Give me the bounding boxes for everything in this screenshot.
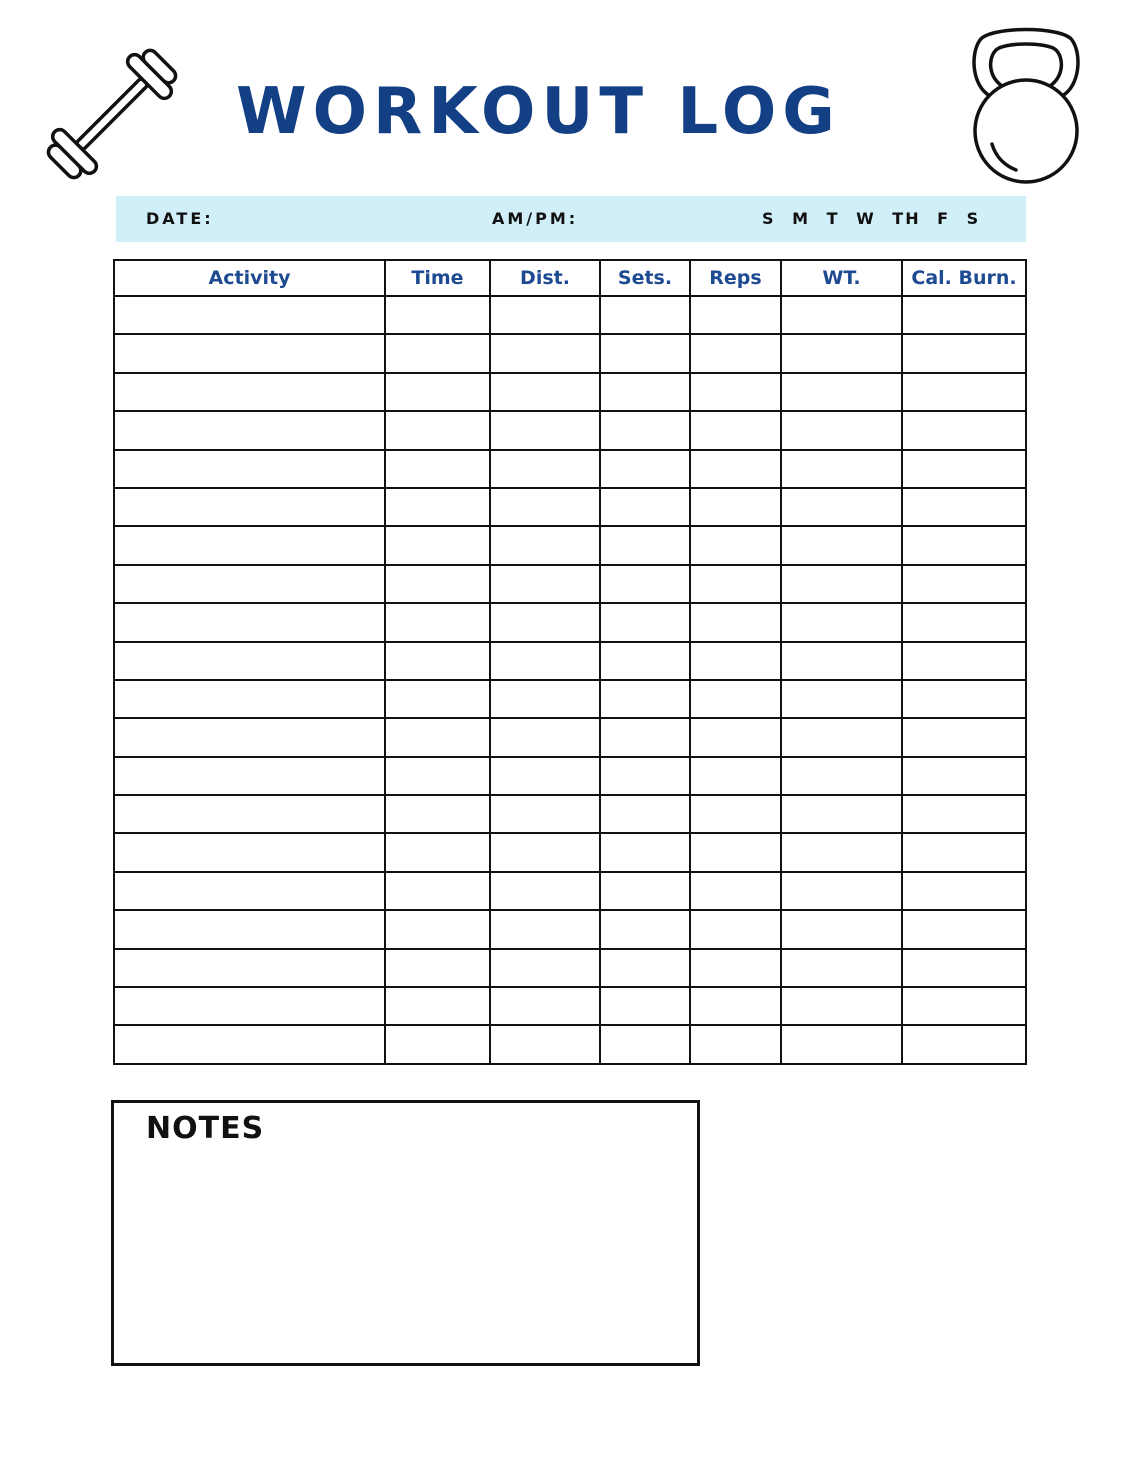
table-row (114, 680, 1026, 718)
table-cell[interactable] (490, 526, 600, 564)
column-header-calories-burned: Cal. Burn. (902, 260, 1026, 296)
notes-title: NOTES (146, 1111, 265, 1146)
table-cell[interactable] (902, 642, 1026, 680)
table-cell[interactable] (690, 334, 781, 372)
table-cell[interactable] (114, 757, 385, 795)
table-cell[interactable] (490, 872, 600, 910)
table-cell[interactable] (385, 718, 490, 756)
table-cell[interactable] (690, 565, 781, 603)
table-cell[interactable] (600, 642, 690, 680)
table-cell[interactable] (114, 1025, 385, 1063)
table-row (114, 1025, 1026, 1063)
table-cell[interactable] (114, 373, 385, 411)
table-cell[interactable] (114, 488, 385, 526)
table-row (114, 757, 1026, 795)
table-cell[interactable] (781, 987, 902, 1025)
table-header-row (114, 260, 1026, 296)
table-cell[interactable] (600, 987, 690, 1025)
table-cell[interactable] (114, 642, 385, 680)
table-cell[interactable] (902, 334, 1026, 372)
table-cell[interactable] (600, 910, 690, 948)
table-cell[interactable] (385, 411, 490, 449)
table-cell[interactable] (385, 872, 490, 910)
column-header-distance: Dist. (490, 260, 600, 296)
table-cell[interactable] (781, 450, 902, 488)
table-cell[interactable] (114, 565, 385, 603)
table-body (114, 296, 1026, 1064)
table-cell[interactable] (902, 680, 1026, 718)
table-cell[interactable] (385, 833, 490, 871)
table-cell[interactable] (690, 1025, 781, 1063)
table-cell[interactable] (600, 603, 690, 641)
table-cell[interactable] (690, 833, 781, 871)
table-cell[interactable] (690, 949, 781, 987)
table-cell[interactable] (902, 526, 1026, 564)
table-row (114, 872, 1026, 910)
table-cell[interactable] (902, 1025, 1026, 1063)
table-cell[interactable] (690, 526, 781, 564)
table-cell[interactable] (781, 526, 902, 564)
table-cell[interactable] (385, 334, 490, 372)
table-cell[interactable] (114, 296, 385, 334)
table-cell[interactable] (490, 488, 600, 526)
table-row (114, 334, 1026, 372)
table-row (114, 910, 1026, 948)
table-cell[interactable] (490, 949, 600, 987)
table-cell[interactable] (385, 987, 490, 1025)
table-cell[interactable] (690, 910, 781, 948)
table-cell[interactable] (114, 680, 385, 718)
table-row (114, 603, 1026, 641)
table-row (114, 795, 1026, 833)
table-cell[interactable] (385, 373, 490, 411)
table-cell[interactable] (902, 833, 1026, 871)
table-cell[interactable] (690, 488, 781, 526)
table-row (114, 373, 1026, 411)
table-cell[interactable] (490, 680, 600, 718)
table-cell[interactable] (114, 872, 385, 910)
info-bar (116, 196, 1026, 242)
table-cell[interactable] (690, 450, 781, 488)
table-cell[interactable] (781, 642, 902, 680)
table-row (114, 296, 1026, 334)
table-cell[interactable] (902, 603, 1026, 641)
table-cell[interactable] (490, 296, 600, 334)
table-cell[interactable] (902, 373, 1026, 411)
table-cell[interactable] (114, 833, 385, 871)
table-cell[interactable] (600, 334, 690, 372)
table-cell[interactable] (600, 718, 690, 756)
table-row (114, 987, 1026, 1025)
table-cell[interactable] (114, 334, 385, 372)
table-cell[interactable] (781, 872, 902, 910)
column-header-weight: WT. (781, 260, 902, 296)
table-cell[interactable] (600, 949, 690, 987)
table-cell[interactable] (902, 910, 1026, 948)
table-cell[interactable] (690, 680, 781, 718)
table-cell[interactable] (600, 795, 690, 833)
table-cell[interactable] (385, 526, 490, 564)
table-cell[interactable] (385, 680, 490, 718)
table-cell[interactable] (490, 450, 600, 488)
table-cell[interactable] (781, 488, 902, 526)
table-row (114, 949, 1026, 987)
date-label: DATE: (146, 209, 214, 228)
table-cell[interactable] (490, 987, 600, 1025)
table-cell[interactable] (385, 450, 490, 488)
table-cell[interactable] (781, 603, 902, 641)
table-cell[interactable] (114, 450, 385, 488)
table-cell[interactable] (114, 949, 385, 987)
table-cell[interactable] (690, 872, 781, 910)
kettlebell-icon (966, 24, 1086, 186)
table-cell[interactable] (902, 718, 1026, 756)
column-header-reps: Reps (690, 260, 781, 296)
table-cell[interactable] (781, 1025, 902, 1063)
table-cell[interactable] (902, 565, 1026, 603)
table-cell[interactable] (600, 296, 690, 334)
table-cell[interactable] (600, 565, 690, 603)
table-cell[interactable] (781, 296, 902, 334)
page-title: WORKOUT LOG (236, 75, 841, 149)
table-cell[interactable] (600, 1025, 690, 1063)
table-cell[interactable] (490, 411, 600, 449)
table-cell[interactable] (781, 718, 902, 756)
table-cell[interactable] (114, 411, 385, 449)
table-cell[interactable] (385, 642, 490, 680)
table-row (114, 450, 1026, 488)
table-cell[interactable] (490, 565, 600, 603)
table-cell[interactable] (385, 910, 490, 948)
table-cell[interactable] (902, 757, 1026, 795)
table-cell[interactable] (490, 373, 600, 411)
table-cell[interactable] (490, 334, 600, 372)
table-cell[interactable] (490, 757, 600, 795)
notes-box[interactable] (111, 1100, 700, 1366)
table-cell[interactable] (114, 718, 385, 756)
table-cell[interactable] (781, 680, 902, 718)
table-cell[interactable] (114, 795, 385, 833)
table-cell[interactable] (490, 1025, 600, 1063)
table-cell[interactable] (781, 411, 902, 449)
table-cell[interactable] (902, 411, 1026, 449)
table-cell[interactable] (902, 488, 1026, 526)
column-header-activity: Activity (114, 260, 385, 296)
weekday-label: S M T W TH F S (762, 209, 981, 228)
table-cell[interactable] (385, 603, 490, 641)
table-cell[interactable] (781, 910, 902, 948)
table-cell[interactable] (385, 296, 490, 334)
table-cell[interactable] (385, 565, 490, 603)
table-cell[interactable] (690, 603, 781, 641)
table-cell[interactable] (902, 795, 1026, 833)
column-header-time: Time (385, 260, 490, 296)
table-cell[interactable] (490, 910, 600, 948)
table-cell[interactable] (690, 757, 781, 795)
table-cell[interactable] (600, 680, 690, 718)
column-header-sets: Sets. (600, 260, 690, 296)
table-cell[interactable] (902, 872, 1026, 910)
table-cell[interactable] (600, 526, 690, 564)
table-cell[interactable] (600, 373, 690, 411)
table-cell[interactable] (114, 526, 385, 564)
table-cell[interactable] (490, 642, 600, 680)
table-cell[interactable] (690, 296, 781, 334)
table-cell[interactable] (781, 795, 902, 833)
table-cell[interactable] (902, 450, 1026, 488)
table-row (114, 718, 1026, 756)
barbell-icon (34, 38, 190, 190)
table-cell[interactable] (385, 1025, 490, 1063)
table-row (114, 565, 1026, 603)
table-cell[interactable] (781, 757, 902, 795)
table-cell[interactable] (690, 795, 781, 833)
table-cell[interactable] (600, 450, 690, 488)
table-cell[interactable] (781, 334, 902, 372)
table-cell[interactable] (385, 795, 490, 833)
table-cell[interactable] (114, 987, 385, 1025)
table-cell[interactable] (600, 757, 690, 795)
table-row (114, 526, 1026, 564)
table-cell[interactable] (385, 757, 490, 795)
table-cell[interactable] (385, 488, 490, 526)
table-cell[interactable] (690, 987, 781, 1025)
table-cell[interactable] (490, 603, 600, 641)
table-cell[interactable] (385, 949, 490, 987)
table-row (114, 833, 1026, 871)
ampm-label: AM/PM: (492, 209, 579, 228)
table-cell[interactable] (690, 642, 781, 680)
table-row (114, 488, 1026, 526)
table-cell[interactable] (690, 718, 781, 756)
table-row (114, 411, 1026, 449)
table-row (114, 642, 1026, 680)
table-cell[interactable] (781, 373, 902, 411)
table-cell[interactable] (781, 949, 902, 987)
table-cell[interactable] (114, 603, 385, 641)
table-cell[interactable] (781, 565, 902, 603)
workout-log-table (113, 259, 1027, 1065)
table-cell[interactable] (600, 833, 690, 871)
table-cell[interactable] (600, 488, 690, 526)
table-cell[interactable] (902, 987, 1026, 1025)
table-cell[interactable] (902, 296, 1026, 334)
table-cell[interactable] (600, 411, 690, 449)
table-cell[interactable] (600, 872, 690, 910)
table-cell[interactable] (690, 411, 781, 449)
table-cell[interactable] (902, 949, 1026, 987)
table-cell[interactable] (490, 795, 600, 833)
table-cell[interactable] (490, 718, 600, 756)
table-cell[interactable] (781, 833, 902, 871)
table-cell[interactable] (690, 373, 781, 411)
table-cell[interactable] (114, 910, 385, 948)
table-cell[interactable] (490, 833, 600, 871)
